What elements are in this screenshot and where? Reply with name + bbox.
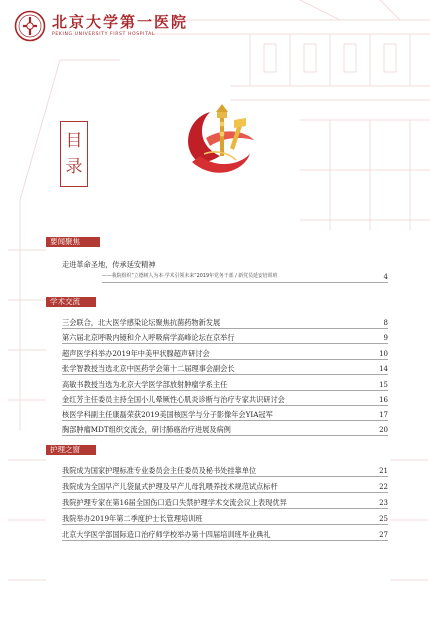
entry-page: 27 xyxy=(379,531,388,539)
logo-chinese-name: 北京大学第一医院 xyxy=(52,13,189,31)
hospital-logo xyxy=(14,10,188,42)
entry-page: 10 xyxy=(379,350,388,358)
entry-rule xyxy=(62,492,388,493)
toc-entry[interactable] xyxy=(62,380,388,392)
toc-entry[interactable] xyxy=(62,514,388,526)
entry-rule xyxy=(62,540,388,541)
toc-entry[interactable] xyxy=(62,318,388,330)
entry-page: 22 xyxy=(379,483,388,491)
entry-page: 9 xyxy=(383,334,388,342)
entry-page: 25 xyxy=(379,515,388,523)
entry-title: 胸部肿瘤MDT组织交流会，研讨肺癌治疗进展及病例 xyxy=(62,425,231,434)
toc-entry[interactable] xyxy=(62,395,388,407)
tiananmen-emblem-icon xyxy=(176,98,258,182)
entry-title: 我院成为全国早产儿袋鼠式护理及早产儿母乳喂养技术规范试点标杆 xyxy=(62,482,278,491)
toc-char-mu: 目 xyxy=(65,131,83,151)
entry-title: 第六届北京呼吸内镜和介入呼吸病学高峰论坛在京举行 xyxy=(62,333,235,342)
entry-title: 我院举办2019年第二季度护士长管理培训班 xyxy=(62,514,203,523)
entry-title: 走进革命圣地，传承延安精神 xyxy=(62,260,156,269)
entry-rule xyxy=(62,359,388,360)
entry-title: 我院成为国家护理标准专业委员会主任委员及秘书处挂靠单位 xyxy=(62,466,257,475)
entry-rule xyxy=(62,524,388,525)
entry-page: 16 xyxy=(379,396,388,404)
entry-page: 15 xyxy=(379,381,388,389)
toc-entry[interactable] xyxy=(62,410,388,422)
entry-title: 超声医学科举办2019年中美甲状腺超声研讨会 xyxy=(62,349,210,358)
entry-page: 4 xyxy=(383,273,388,281)
toc-heading xyxy=(60,121,88,187)
entry-title: 金红芳主任委员主持全国小儿晕厥性心肌炎诊断与治疗专家共识研讨会 xyxy=(62,395,285,404)
entry-title: 核医学科副主任康磊荣获2019美国核医学与分子影像年会YIA冠军 xyxy=(62,410,273,419)
toc-entry-subtitle[interactable] xyxy=(102,272,388,284)
entry-rule xyxy=(62,374,388,375)
toc-entry[interactable] xyxy=(62,260,388,272)
section-header-nursing xyxy=(46,445,96,455)
entry-title: 北京大学医学部国际造口治疗师学校举办第十四届培训班毕业典礼 xyxy=(62,530,271,539)
entry-rule xyxy=(62,476,388,477)
entry-rule xyxy=(62,343,388,344)
entry-page: 17 xyxy=(379,411,388,419)
entry-rule xyxy=(62,508,388,509)
entry-title: 我院护理专家在第16届全国伤口造口失禁护理学术交流会议上表现优异 xyxy=(62,498,287,507)
entry-page: 14 xyxy=(379,365,388,373)
entry-rule xyxy=(102,282,388,283)
entry-rule xyxy=(62,390,388,391)
entry-title: 三会联合，北大医学感染论坛聚焦抗菌药物新发展 xyxy=(62,318,221,327)
entry-title: 高敏书教授当选为北京大学医学部放射肿瘤学系主任 xyxy=(62,380,228,389)
toc-entry[interactable] xyxy=(62,349,388,361)
entry-rule xyxy=(62,405,388,406)
entry-rule xyxy=(62,420,388,421)
entry-rule xyxy=(62,328,388,329)
section-header-academic xyxy=(46,297,96,307)
toc-char-lu: 录 xyxy=(65,157,83,177)
hospital-seal-icon xyxy=(14,10,46,42)
logo-english-name: PEKING UNIVERSITY FIRST HOSPITAL xyxy=(52,32,156,37)
entry-page: 23 xyxy=(379,499,388,507)
entry-page: 8 xyxy=(383,319,388,327)
toc-entry[interactable] xyxy=(62,466,388,478)
entry-page: 21 xyxy=(379,467,388,475)
entry-page: 20 xyxy=(379,426,388,434)
entry-title: 张学智教授当选北京中医药学会第十二届理事会副会长 xyxy=(62,364,235,373)
toc-entry[interactable] xyxy=(62,425,388,437)
entry-rule xyxy=(62,435,388,436)
section-header-news xyxy=(46,237,100,247)
toc-entry[interactable] xyxy=(62,482,388,494)
section-label: 要闻聚焦 xyxy=(50,237,80,246)
toc-entry[interactable] xyxy=(62,498,388,510)
toc-entry[interactable] xyxy=(62,333,388,345)
toc-entry[interactable] xyxy=(62,530,388,542)
section-label: 学术交流 xyxy=(50,297,80,306)
toc-entry[interactable] xyxy=(62,364,388,376)
entry-subtitle-text: ——我院组织“立德树人为本·学术引领未来”2019年党务干部 / 新党员延安培训班 xyxy=(102,273,278,279)
section-label: 护理之窗 xyxy=(50,445,80,454)
